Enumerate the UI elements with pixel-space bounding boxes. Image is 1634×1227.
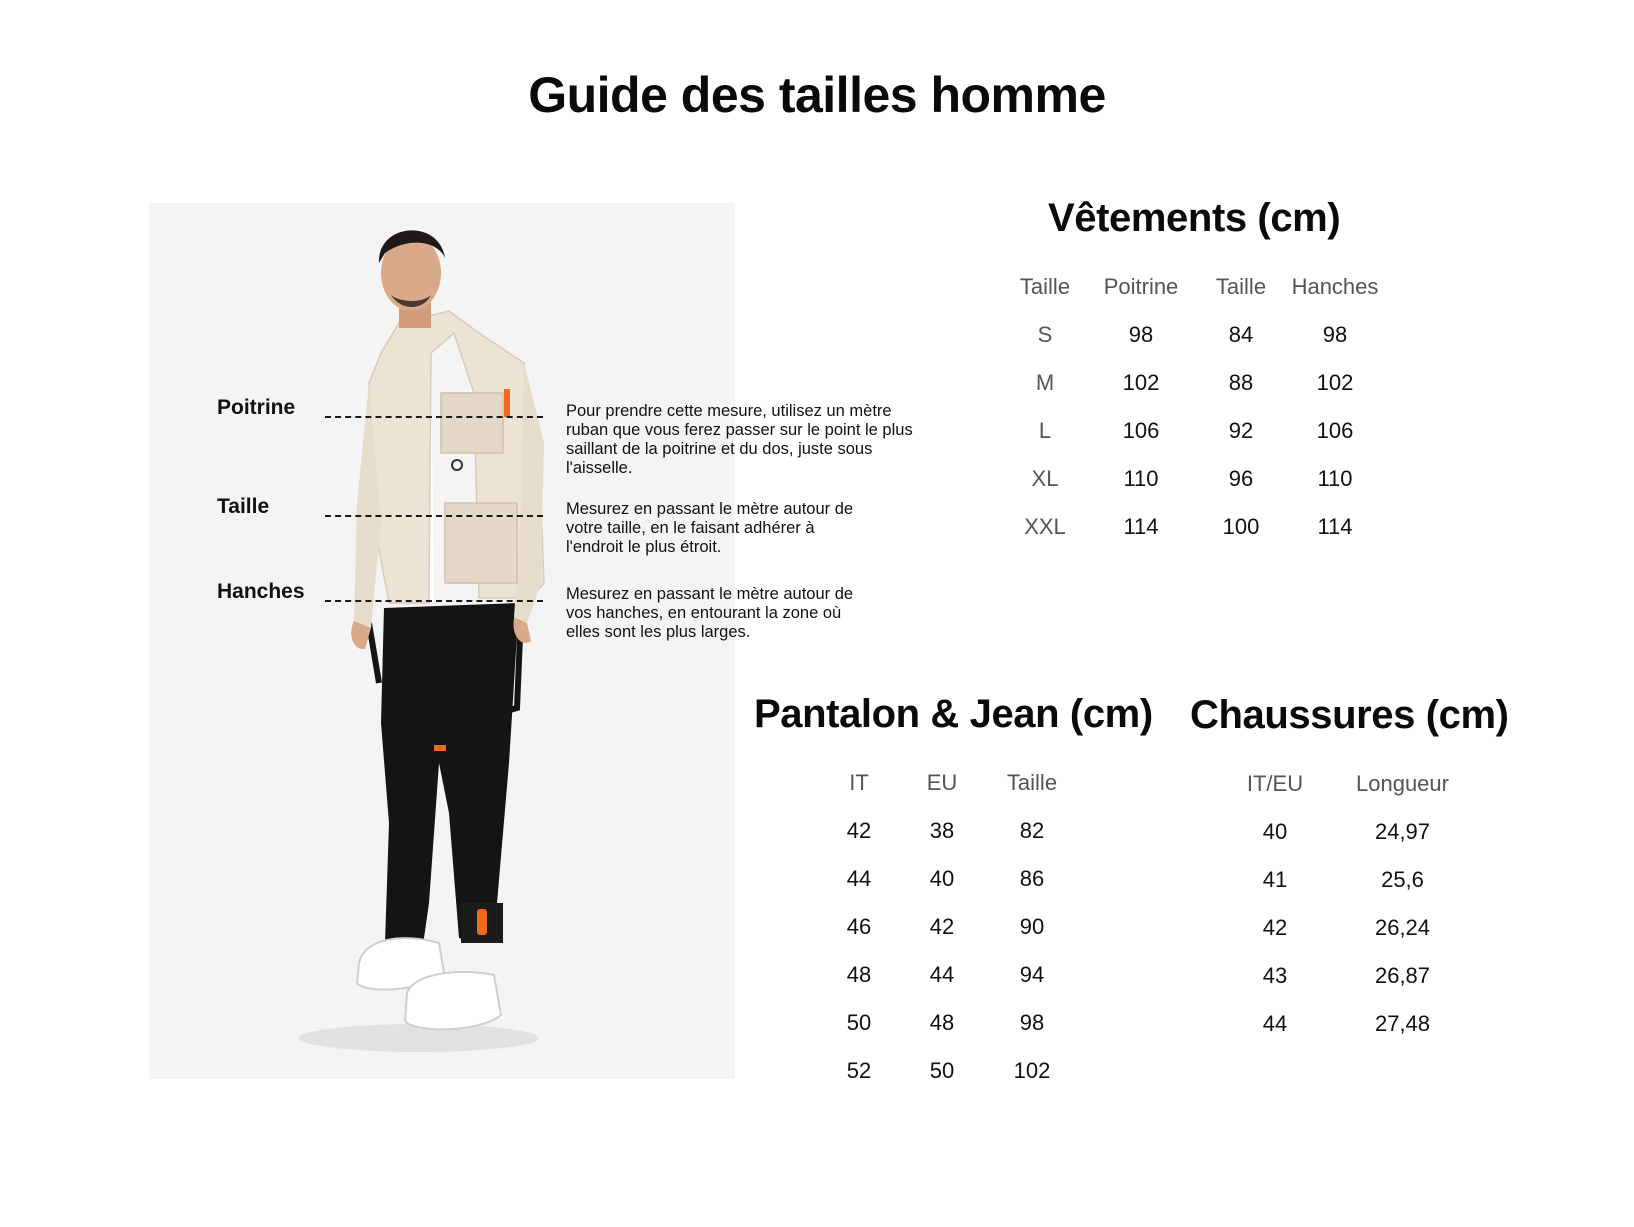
table-row [1225, 904, 1480, 952]
table-cell: XXL [1024, 514, 1066, 539]
table-cell: XL [1031, 466, 1059, 491]
shoes-header: Longueur [1356, 771, 1449, 796]
table-cell: 102 [1122, 370, 1160, 395]
shoes-size-table [1225, 760, 1480, 1048]
table-row [1225, 808, 1480, 856]
table-cell: 40 [1262, 819, 1288, 844]
table-cell: 114 [1317, 514, 1353, 539]
table-cell: 90 [1019, 914, 1045, 939]
table-cell: 52 [846, 1058, 872, 1083]
table-cell: 94 [1019, 962, 1045, 987]
table-cell: 106 [1122, 418, 1160, 443]
table-cell: 48 [846, 962, 872, 987]
table-row [818, 903, 1080, 951]
table-cell: 92 [1228, 418, 1254, 443]
measure-desc-waist: Mesurez en passant le mètre autour de votre taille, en le faisant adhérer à l'endroit le plus étroit. [566, 500, 854, 556]
measure-desc-hips: Mesurez en passant le mètre autour de vos hanches, en entourant la zone où elles sont les plus larges. [566, 585, 854, 641]
table-row [1005, 503, 1385, 551]
table-cell: 41 [1262, 867, 1288, 892]
table-cell: 102 [1316, 370, 1354, 395]
table-cell: 50 [929, 1058, 955, 1083]
hips-guide-line [325, 600, 543, 602]
pants-header: Taille [1006, 770, 1058, 795]
table-cell: L [1038, 418, 1052, 443]
table-cell: 44 [929, 962, 955, 987]
table-cell: 106 [1316, 418, 1354, 443]
pants-header: EU [926, 770, 958, 795]
table-cell: 98 [1322, 322, 1348, 347]
clothing-header: Taille [1215, 274, 1267, 299]
table-cell: 44 [1262, 1011, 1288, 1036]
pants-title: Pantalon & Jean (cm) [754, 692, 1153, 736]
table-row [818, 951, 1080, 999]
table-cell: 98 [1019, 1010, 1045, 1035]
table-cell: 27,48 [1374, 1011, 1431, 1036]
table-cell: 84 [1228, 322, 1254, 347]
table-cell: 26,87 [1374, 963, 1431, 988]
clothing-header: Poitrine [1103, 274, 1179, 299]
shoes-title: Chaussures (cm) [1190, 693, 1509, 737]
clothing-header: Hanches [1291, 274, 1379, 299]
table-cell: 86 [1019, 866, 1045, 891]
table-row [1225, 1000, 1480, 1048]
table-row [818, 1047, 1080, 1095]
table-cell: 24,97 [1374, 819, 1431, 844]
measure-label-waist: Taille [217, 495, 270, 518]
table-row [1005, 407, 1385, 455]
table-row [1225, 856, 1480, 904]
table-row [1005, 311, 1385, 359]
measure-desc-chest: Pour prendre cette mesure, utilisez un mètre ruban que vous ferez passer sur le point le plus saillant de la poitrine et du dos, juste sous l'aisselle. [566, 402, 913, 477]
clothing-size-table [1005, 263, 1385, 551]
table-cell: 82 [1019, 818, 1045, 843]
shoes-header: IT/EU [1246, 771, 1304, 796]
clothing-header: Taille [1019, 274, 1071, 299]
table-cell: 50 [846, 1010, 872, 1035]
table-cell: 96 [1228, 466, 1254, 491]
table-cell: 42 [846, 818, 872, 843]
table-cell: 88 [1228, 370, 1254, 395]
table-cell: 26,24 [1374, 915, 1431, 940]
table-row [1005, 359, 1385, 407]
table-cell: S [1037, 322, 1053, 347]
table-cell: 48 [929, 1010, 955, 1035]
waist-guide-line [325, 515, 543, 517]
table-cell: 25,6 [1381, 867, 1424, 892]
table-cell: 44 [846, 866, 872, 891]
table-cell: 40 [929, 866, 955, 891]
table-row [818, 807, 1080, 855]
page-title: Guide des tailles homme [528, 67, 1106, 123]
table-row [1005, 455, 1385, 503]
table-cell: 42 [929, 914, 955, 939]
table-cell: 38 [929, 818, 955, 843]
measure-label-hips: Hanches [217, 580, 305, 603]
table-cell: 114 [1123, 514, 1159, 539]
table-row [818, 855, 1080, 903]
table-cell: 43 [1262, 963, 1288, 988]
clothing-title: Vêtements (cm) [1048, 196, 1341, 240]
table-row [818, 999, 1080, 1047]
table-cell: 42 [1262, 915, 1288, 940]
table-cell: 102 [1013, 1058, 1051, 1083]
table-cell: 46 [846, 914, 872, 939]
pants-size-table [818, 759, 1080, 1095]
table-row [1225, 952, 1480, 1000]
measure-label-chest: Poitrine [217, 396, 296, 419]
pants-header: IT [849, 770, 869, 795]
table-cell: M [1035, 370, 1055, 395]
table-cell: 110 [1123, 466, 1159, 491]
table-cell: 100 [1222, 514, 1260, 539]
chest-guide-line [325, 416, 543, 418]
table-cell: 110 [1317, 466, 1353, 491]
table-cell: 98 [1128, 322, 1154, 347]
